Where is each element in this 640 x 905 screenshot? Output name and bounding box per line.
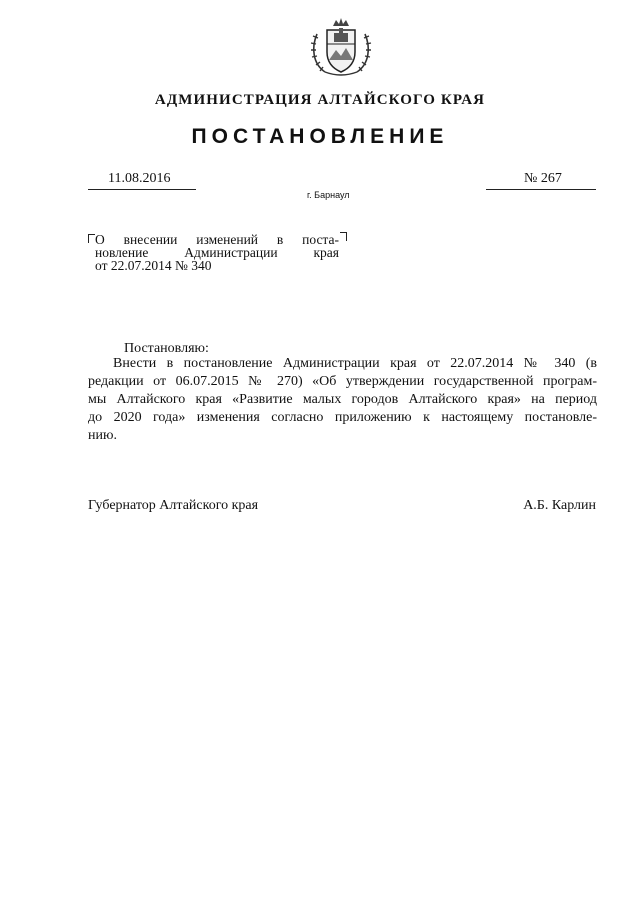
subject-bracket-left — [88, 234, 95, 243]
date-field — [88, 171, 196, 190]
organization-name: АДМИНИСТРАЦИЯ АЛТАЙСКОГО КРАЯ — [154, 92, 486, 108]
subject-line: от 22.07.2014 № 340 — [95, 258, 212, 273]
document-date: 11.08.2016 — [108, 171, 171, 186]
body-line: мы Алтайского края «Развитие малых городов Алтайского края» на период — [88, 392, 597, 407]
subject-block — [95, 233, 339, 272]
document-number: № 267 — [524, 171, 562, 186]
body-line: Внести в постановление Администрации края от 22.07.2014 № 340 (в — [113, 356, 597, 371]
signer-title: Губернатор Алтайского края — [88, 498, 259, 513]
subject-line: новление Администрации края — [95, 245, 339, 260]
decree-intro: Постановляю: — [124, 341, 209, 356]
body-line: до 2020 года» изменения согласно приложению к настоящему постановле- — [88, 410, 597, 425]
coat-of-arms-icon — [305, 14, 377, 80]
document-type-title: ПОСТАНОВЛЕНИЕ — [191, 125, 449, 148]
subject-line: О внесении изменений в поста- — [95, 232, 339, 247]
body-line: нию. — [88, 428, 117, 443]
subject-bracket-right — [340, 232, 347, 241]
city-label: г. Барнаул — [307, 190, 350, 200]
signer-name: А.Б. Карлин — [523, 498, 596, 513]
body-paragraph — [88, 355, 597, 445]
number-field — [486, 171, 596, 190]
body-line: редакции от 06.07.2015 № 270) «Об утверждении государственной програм- — [88, 374, 597, 389]
